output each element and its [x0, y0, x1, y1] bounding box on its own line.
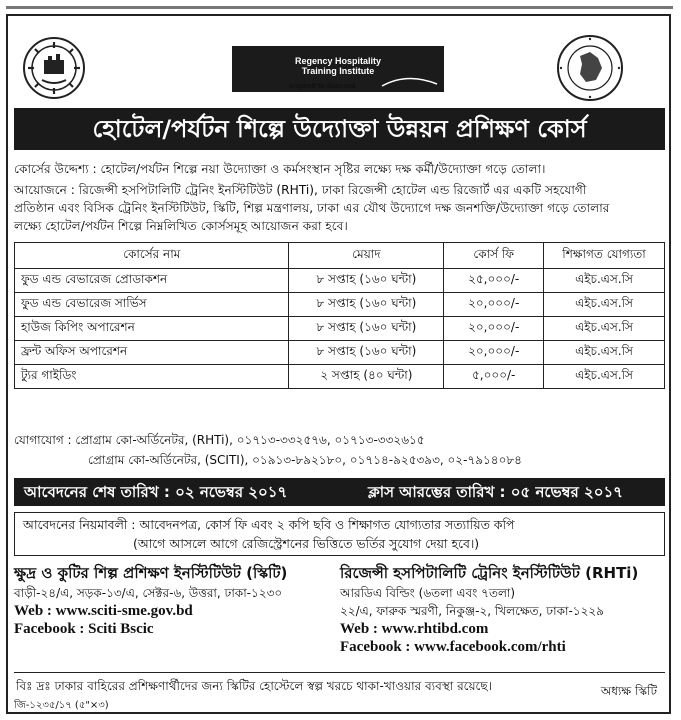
- course-purpose: কোর্সের উদ্দেশ্য : হোটেল/পর্যটন শিল্পে নয়া উদ্যোক্তা ও কর্মসংস্থান সৃষ্টির লক্ষ্যে দক্ষ কর্মী/উদ্যোক্তা গড়ে তোলা।: [14, 162, 546, 176]
- rhti-address: ২২/এ, ফারুক স্মরণী, নিকুঞ্জ-২, খিলক্ষেত, ঢাকা-১২২৯: [340, 604, 604, 618]
- dates-band: [14, 478, 665, 506]
- sciti-web-link[interactable]: Web : www.sciti-sme.gov.bd: [14, 603, 193, 619]
- class-start-date: ক্লাস আরম্ভের তারিখ : ০৫ নভেম্বর ২০১৭: [368, 483, 623, 501]
- rhti-logo-text: Regency Hospitality Training Institute: [294, 56, 382, 76]
- rhti-building: আরডিএ বিল্ডিং (৬তলা এবং ৭তলা): [340, 586, 516, 600]
- course-qualification: এইচ.এস.সি: [544, 365, 665, 389]
- bscic-emblem-icon: [22, 36, 86, 100]
- course-fee: ২০,০০০/-: [444, 293, 544, 317]
- course-duration: ৮ সপ্তাহ (১৬০ ঘন্টা): [289, 341, 444, 365]
- course-fee: ৫,০০০/-: [444, 365, 544, 389]
- course-duration: ২ সপ্তাহ (৪০ ঘন্টা): [289, 365, 444, 389]
- organizer-line-2: প্রতিষ্ঠান এবং বিসিক ট্রেনিং ইনস্টিটিউট, স্কিটি, শিল্প মন্ত্রণালয়, ঢাকা এর যৌথ উদ্যোগে দক্ষ জনশক্তি/উদ্যোক্তা গড়ে তোলার: [14, 201, 610, 215]
- course-qualification: এইচ.এস.সি: [544, 341, 665, 365]
- header-course-fee: কোর্স ফি: [444, 243, 544, 269]
- course-name: হাউজ কিপিং অপারেশন: [15, 317, 289, 341]
- course-fee: ২০,০০০/-: [444, 317, 544, 341]
- hostel-note: বিঃ দ্রঃ ঢাকার বাহিরের প্রশিক্ষণার্থীদের জন্য স্কিটির হোস্টেলে স্বল্প খরচে থাকা-খাওয়ার ব্যবস্থা রয়েছে।: [14, 672, 665, 698]
- rules-line-1: আবেদনের নিয়মাবলী : আবেদনপত্র, কোর্স ফি এবং ২ কপি ছবি ও শিক্ষাগত যোগ্যতার সত্যায়িত কপি: [23, 517, 515, 532]
- sciti-address: বাড়ী-২৪/এ, সড়ক-১৩/এ, সেক্টর-৬, উত্তরা, ঢাকা-১২৩০: [14, 586, 283, 600]
- course-duration: ৮ সপ্তাহ (১৬০ ঘন্টা): [289, 269, 444, 293]
- rhti-web-link[interactable]: Web : www.rhtibd.com: [340, 621, 489, 637]
- table-row: [15, 269, 665, 293]
- contact-rhti: যোগাযোগ : প্রোগ্রাম কো-অর্ডিনেটর, (RHTi), ০১৭১৩-৩৩২৫৭৬, ০১৭১৩-৩৩২৬১৫: [14, 433, 425, 447]
- table-row: [15, 341, 665, 365]
- rhti-facebook-link[interactable]: Facebook : www.facebook.com/rhti: [340, 639, 566, 655]
- table-row: [15, 317, 665, 341]
- course-fee: ২৫,০০০/-: [444, 269, 544, 293]
- table-row: [15, 293, 665, 317]
- table-header-row: [15, 243, 665, 269]
- sciti-name: ক্ষুদ্র ও কুটির শিল্প প্রশিক্ষণ ইনস্টিটিউট (স্কিটি): [14, 564, 288, 582]
- course-fee: ২০,০০০/-: [444, 341, 544, 365]
- header-duration: মেয়াদ: [289, 243, 444, 269]
- page-title: হোটেল/পর্যটন শিল্পে উদ্যোক্তা উন্নয়ন প্রশিক্ষণ কোর্স: [14, 108, 665, 150]
- course-name: ফ্রন্ট অফিস অপারেশন: [15, 341, 289, 365]
- course-name: ফুড এন্ড বেভারেজ প্রোডাকশন: [15, 269, 289, 293]
- course-table: [14, 242, 665, 389]
- course-qualification: এইচ.এস.সি: [544, 317, 665, 341]
- course-duration: ৮ সপ্তাহ (১৬০ ঘন্টা): [289, 317, 444, 341]
- rhti-name: রিজেন্সী হসপিটালিটি ট্রেনিং ইনস্টিটিউট (RHTi): [340, 564, 639, 582]
- header-course-name: কোর্সের নাম: [15, 243, 289, 269]
- sciti-contact-block: [14, 562, 332, 638]
- table-row: [15, 365, 665, 389]
- application-rules: [14, 512, 665, 556]
- rules-line-2: (আগে আসলে আগে রেজিস্ট্রেশনের ভিত্তিতে ভর্তির সুযোগ দেয়া হবে।): [133, 536, 480, 551]
- rhti-contact-block: [340, 562, 666, 656]
- course-duration: ৮ সপ্তাহ (১৬০ ঘন্টা): [289, 293, 444, 317]
- course-name: ট্যুর গাইডিং: [15, 365, 289, 389]
- top-rule: [6, 6, 673, 9]
- signature: অধ্যক্ষ স্কিটি: [600, 684, 657, 698]
- course-qualification: এইচ.এস.সি: [544, 269, 665, 293]
- application-deadline: আবেদনের শেষ তারিখ : ০২ নভেম্বর ২০১৭: [24, 483, 288, 501]
- organizer-line-1: আয়োজনে : রিজেন্সী হসপিটালিটি ট্রেনিং ইনস্টিটিউট (RHTi), ঢাকা রিজেন্সী হোটেল এন্ড রিজোর্ট এর একটি সহযোগী: [14, 183, 587, 197]
- course-name: ফুড এন্ড বেভারেজ সার্ভিস: [15, 293, 289, 317]
- ad-code: জি-১২৩৫/১৭ (৫"×৩): [14, 700, 109, 711]
- course-qualification: এইচ.এস.সি: [544, 293, 665, 317]
- organizer-line-3: লক্ষ্যে হোটেল/পর্যটন শিল্পে নিম্নলিখিত কোর্সসমূহ আয়োজন করা হবে।: [14, 219, 348, 233]
- header-qualification: শিক্ষাগত যোগ্যতা: [544, 243, 665, 269]
- bangladesh-government-seal-icon: [556, 34, 624, 102]
- sciti-facebook-link[interactable]: Facebook : Sciti Bscic: [14, 621, 154, 637]
- contact-sciti: প্রোগ্রাম কো-অর্ডিনেটর, (SCITI), ০১৯১৩-৮৯২১৮০, ০১৭১৪-৯২৫৩৯৩, ০২-৭৯১৪০৮৪: [88, 453, 522, 467]
- rhti-tagline: Inspired to Succeed: [288, 83, 356, 90]
